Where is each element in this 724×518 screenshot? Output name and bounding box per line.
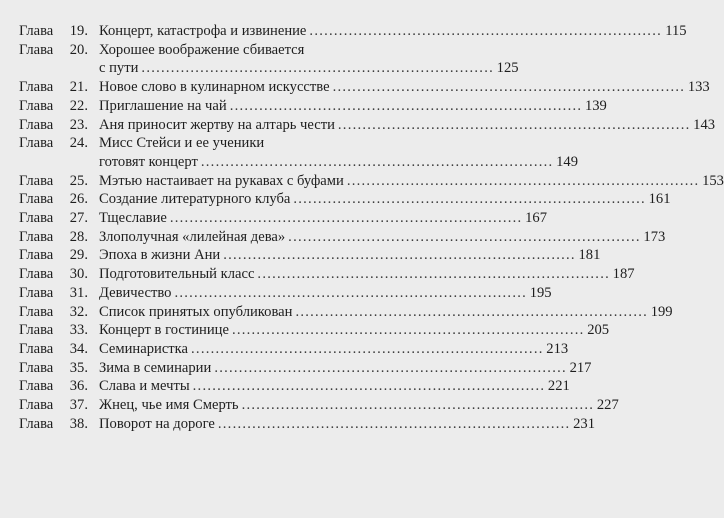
toc-entry-24 [19,134,579,171]
chapter-title-line-1: Мисс Стейси и ее ученики [99,135,265,152]
page-number: 213 [546,340,569,357]
chapter-number: 38. [69,415,88,432]
dot-leader [347,172,697,191]
chapter-word: Глава [19,97,54,114]
chapter-number: 28. [69,228,88,245]
page-number: 195 [529,284,552,301]
chapter-number: 36. [69,378,88,395]
title-line [99,78,710,97]
entry-body [99,359,591,378]
chapter-number: 22. [69,97,88,114]
entry-body [99,265,635,284]
chapter-title: Подготовительный класс [99,266,255,283]
page-number: 153 [702,172,724,189]
chapter-word: Глава [19,322,54,339]
page-number: 181 [578,247,601,264]
page-number: 221 [547,378,570,395]
entry-body [99,303,673,322]
chapter-title: Список принятых опубликован [99,303,293,320]
chapter-number: 33. [69,322,88,339]
toc-entry-36 [19,377,570,396]
chapter-word: Глава [19,23,54,39]
chapter-word: Глава [19,135,54,152]
toc-entry-34 [19,340,569,359]
toc-entry-20 [19,41,519,78]
dot-leader [218,415,568,434]
toc-entry-22 [19,97,607,116]
page-number: 167 [525,210,547,227]
toc-entry-27 [19,209,547,228]
dot-leader [232,321,582,340]
title-line [99,265,635,284]
chapter-number: 31. [69,284,88,301]
chapter-title: Злополучная «лилейная дева» [99,228,286,245]
entry-body [99,97,607,116]
entry-body [99,415,595,434]
chapter-word: Глава [19,41,54,58]
entry-body [99,321,609,340]
page-number: 143 [693,116,716,133]
chapter-title: Поворот на дороге [99,415,215,432]
entry-body [99,172,724,191]
chapter-title: готовят концерт [99,153,198,170]
entry-body [99,228,665,247]
dot-leader [230,97,580,116]
title-line [99,59,519,78]
chapter-title: Аня приносит жертву на алтарь чести [99,116,335,133]
chapter-number: 24. [69,135,88,152]
dot-leader [309,22,659,41]
dot-leader [333,78,683,97]
dot-leader [288,228,638,247]
entry-body [99,41,519,78]
chapter-title-line-1: Хорошее воображение сбивается [99,41,305,58]
title-line [99,340,568,359]
entry-body [99,190,671,209]
chapter-title: Семинаристка [99,340,189,357]
chapter-word: Глава [19,266,54,283]
chapter-number: 21. [69,79,88,96]
chapter-title: Новое слово в кулинарном искусстве [99,79,330,96]
dot-leader [201,153,551,172]
title-line [99,190,671,209]
dot-leader [242,396,592,415]
chapter-word: Глава [19,79,54,96]
chapter-number: 34. [69,340,88,357]
chapter-title: Девичество [99,284,172,301]
chapter-number: 27. [69,210,88,227]
chapter-title: Приглашение на чай [99,97,227,114]
chapter-word: Глава [19,172,54,189]
entry-body [99,246,600,265]
chapter-word: Глава [19,415,54,432]
chapter-title: Создание литературного клуба [99,191,291,208]
title-line [99,284,552,303]
title-line [99,153,578,172]
dot-leader [141,59,491,78]
chapter-word: Глава [19,210,54,227]
page-number: 227 [596,397,619,414]
toc-entry-32 [19,303,673,322]
page-number: 173 [643,228,666,245]
page-number: 205 [587,322,610,339]
chapter-title: Зима в семинарии [99,359,212,376]
title-line [99,209,547,228]
title-line [99,246,600,265]
chapter-number: 20. [69,41,88,58]
entry-body [99,134,578,171]
chapter-number: 30. [69,266,88,283]
toc-entry-23 [19,116,716,135]
dot-leader [223,246,573,265]
page-number: 133 [687,79,710,96]
chapter-number: 26. [69,191,88,208]
dot-leader [257,265,607,284]
chapter-word: Глава [19,303,54,320]
toc-entry-30 [19,265,635,284]
title-line [99,22,687,41]
chapter-title: Мэтью настаивает на рукавах с буфами [99,172,344,189]
chapter-word: Глава [19,359,54,376]
entry-body [99,396,619,415]
entry-body [99,284,552,303]
entry-body [99,377,570,396]
title-line [99,97,607,116]
title-line [99,359,591,378]
chapter-word: Глава [19,340,54,357]
chapter-number: 19. [69,23,88,39]
toc-entry-29 [19,246,601,265]
toc-entry-19 [19,22,687,41]
entry-body [99,78,710,97]
chapter-title: Концерт в гостинице [99,322,229,339]
dot-leader [170,209,520,228]
title-line [99,172,724,191]
chapter-title: Тщеславие [99,210,167,227]
chapter-number: 25. [69,172,88,189]
entry-body [99,340,568,359]
chapter-word: Глава [19,116,54,133]
page-number: 149 [556,153,579,170]
chapter-title: Эпоха в жизни Ани [99,247,221,264]
page-number: 217 [569,359,592,376]
chapter-title: Слава и мечты [99,378,190,395]
dot-leader [193,377,543,396]
dot-leader [295,303,645,322]
dot-leader [191,340,541,359]
chapter-word: Глава [19,284,54,301]
chapter-word: Глава [19,247,54,264]
title-line [99,415,595,434]
dot-leader [338,116,688,135]
page-number: 139 [584,97,607,114]
title-line [99,303,673,322]
dot-leader [293,190,643,209]
toc-entry-33 [19,321,610,340]
page-number: 161 [648,191,671,208]
toc-entry-26 [19,190,671,209]
chapter-number: 29. [69,247,88,264]
title-line [99,377,570,396]
entry-body [99,22,687,41]
dot-leader [214,359,564,378]
toc-entry-28 [19,228,666,247]
title-line [99,321,609,340]
title-line [99,396,619,415]
page-number: 125 [496,60,519,77]
chapter-number: 23. [69,116,88,133]
chapter-word: Глава [19,378,54,395]
toc-entry-35 [19,359,592,378]
chapter-word: Глава [19,397,54,414]
title-line [99,116,715,135]
entry-body [99,116,715,135]
page-number: 187 [612,266,635,283]
page-number: 231 [573,415,596,432]
title-line [99,228,665,247]
chapter-number: 35. [69,359,88,376]
page-number: 199 [650,303,673,320]
toc-entry-31 [19,284,552,303]
chapter-number: 37. [69,397,88,414]
toc-entry-21 [19,78,710,97]
chapter-number: 32. [69,303,88,320]
chapter-word: Глава [19,228,54,245]
toc-entry-25 [19,172,724,191]
chapter-word: Глава [19,191,54,208]
chapter-title: с пути [99,60,139,77]
dot-leader [174,284,524,303]
chapter-title: Концерт, катастрофа и извинение [99,23,307,39]
page-number: 115 [665,23,687,39]
chapter-title: Жнец, чье имя Смерть [99,397,239,414]
entry-body [99,209,547,228]
toc-entry-37 [19,396,619,415]
toc-entry-38 [19,415,596,434]
